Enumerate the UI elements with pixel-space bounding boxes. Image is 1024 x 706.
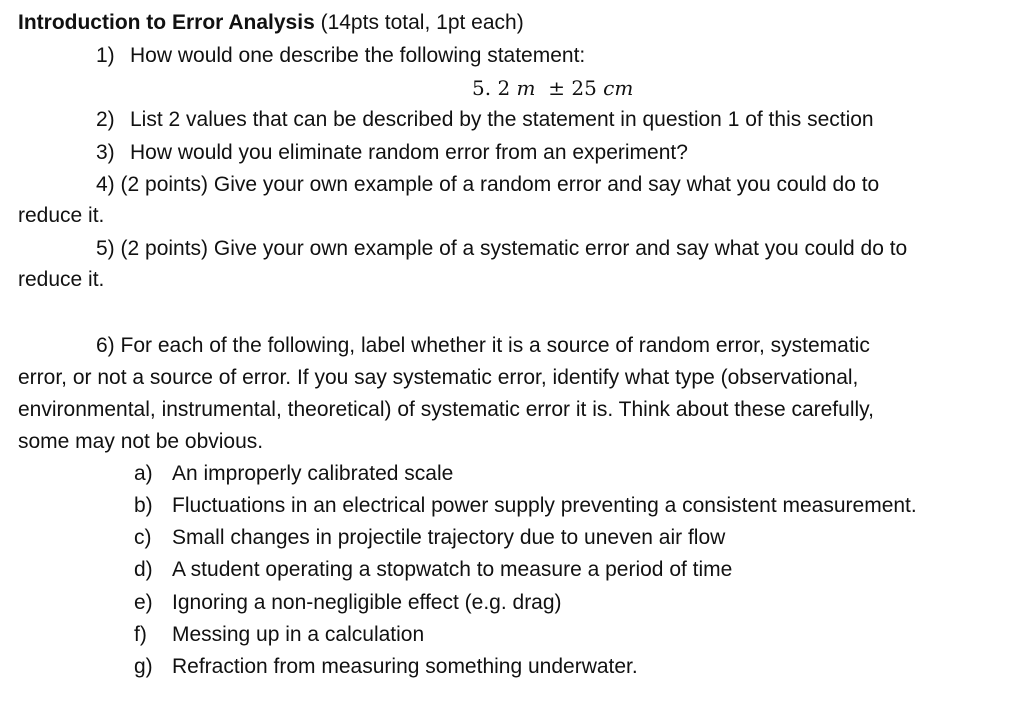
section-title bbox=[18, 11, 524, 35]
question-2-number: 2) bbox=[96, 108, 115, 131]
list-item bbox=[134, 591, 562, 615]
question-4-line-2: reduce it. bbox=[18, 204, 105, 227]
list-item bbox=[134, 655, 638, 679]
list-item-text: Refraction from measuring something underwater. bbox=[172, 655, 638, 678]
list-item-letter: g) bbox=[134, 655, 153, 678]
list-item bbox=[134, 526, 725, 550]
statement-unit-cm: cm bbox=[603, 76, 634, 100]
list-item-text: Small changes in projectile trajectory due to uneven air flow bbox=[172, 526, 726, 549]
section-title-bold: Introduction to Error Analysis bbox=[18, 11, 315, 34]
list-item-text: Fluctuations in an electrical power supply preventing a consistent measurement. bbox=[172, 494, 917, 517]
statement-value: 5. 2 bbox=[472, 76, 511, 100]
list-item-letter: a) bbox=[134, 462, 153, 485]
list-item bbox=[134, 462, 453, 486]
question-5-line-2: reduce it. bbox=[18, 268, 105, 291]
question-4-line-1: 4) (2 points) Give your own example of a random error and say what you could do to bbox=[96, 173, 880, 196]
question-2-text: List 2 values that can be described by the statement in question 1 of this section bbox=[130, 108, 874, 131]
list-item-text: Ignoring a non-negligible effect (e.g. drag) bbox=[172, 591, 562, 614]
question-5-line-1: 5) (2 points) Give your own example of a systematic error and say what you could do to bbox=[96, 237, 908, 260]
list-item bbox=[134, 558, 732, 582]
question-1 bbox=[96, 44, 585, 68]
statement-uncertainty: 25 bbox=[571, 76, 597, 100]
list-item bbox=[134, 623, 424, 647]
question-6-line-4: some may not be obvious. bbox=[18, 430, 264, 453]
measurement-statement bbox=[472, 76, 633, 100]
list-item-text: A student operating a stopwatch to measure a period of time bbox=[172, 558, 733, 581]
statement-unit-m: m bbox=[516, 76, 536, 100]
question-6-line-3: environmental, instrumental, theoretical) of systematic error it is. Think about these carefully, bbox=[18, 398, 874, 421]
list-item-letter: b) bbox=[134, 494, 153, 517]
list-item-letter: e) bbox=[134, 591, 153, 614]
question-6-line-2: error, or not a source of error. If you say systematic error, identify what type (observational, bbox=[18, 366, 859, 389]
list-item-letter: d) bbox=[134, 558, 153, 581]
list-item-letter: f) bbox=[134, 623, 147, 646]
list-item-text: An improperly calibrated scale bbox=[172, 462, 454, 485]
question-1-text: How would one describe the following statement: bbox=[130, 44, 586, 67]
question-3-text: How would you eliminate random error from an experiment? bbox=[130, 141, 688, 164]
list-item-letter: c) bbox=[134, 526, 152, 549]
question-1-number: 1) bbox=[96, 44, 115, 67]
list-item bbox=[134, 494, 917, 518]
section-title-points: (14pts total, 1pt each) bbox=[314, 11, 524, 34]
question-3-number: 3) bbox=[96, 141, 115, 164]
question-2 bbox=[96, 108, 874, 132]
question-6-line-1: 6) For each of the following, label whether it is a source of random error, systematic bbox=[96, 334, 870, 357]
statement-plus-minus: ± bbox=[548, 76, 565, 100]
question-3 bbox=[96, 141, 688, 165]
list-item-text: Messing up in a calculation bbox=[172, 623, 425, 646]
